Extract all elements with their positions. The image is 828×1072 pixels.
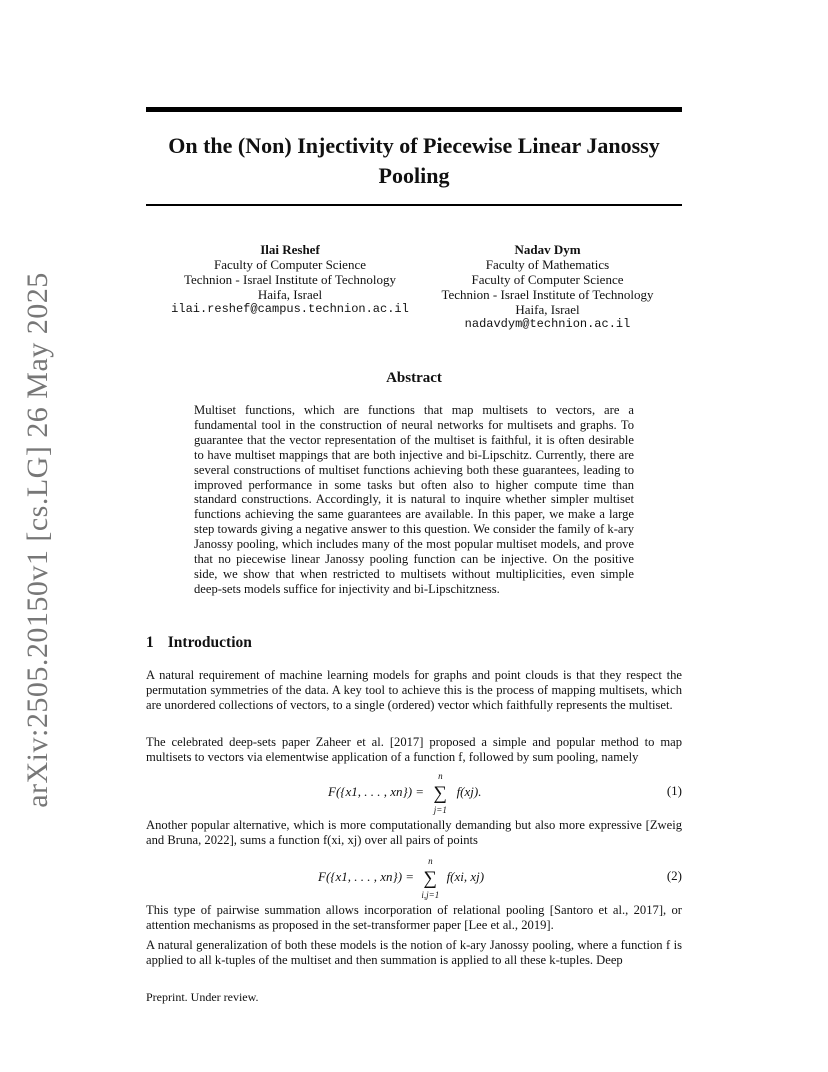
author-name: Ilai Reshef <box>260 242 320 257</box>
section-title: Introduction <box>167 634 252 651</box>
paragraph: Another popular alternative, which is more computationally demanding but also more expressive [Zweig and Bruna, 2022], sums a function f(xi, xj) over all pairs of points <box>146 818 682 847</box>
sum-lower-limit: j=1 <box>433 805 447 815</box>
author-location: Haifa, Israel <box>257 287 323 302</box>
sum-lower-limit: i,j=1 <box>421 890 440 900</box>
author-block-1 <box>160 242 420 317</box>
author-affiliation: Faculty of Mathematics <box>485 257 610 272</box>
sum-upper-limit: n <box>438 771 443 781</box>
equation-rhs: f(xi, xj) <box>446 869 485 884</box>
author-affiliation: Faculty of Computer Science <box>471 272 624 287</box>
abstract-heading: Abstract <box>386 370 442 386</box>
equation-body <box>318 856 485 900</box>
equation-rhs: f(xj). <box>456 784 482 799</box>
title-rule-bottom <box>146 204 682 206</box>
equation-number: (1) <box>666 783 682 798</box>
author-name: Nadav Dym <box>514 242 581 257</box>
paper-title <box>146 131 682 191</box>
section-number: 1 <box>146 634 154 651</box>
summation-symbol: ∑ n j=1 <box>430 783 450 805</box>
title-line-2: Pooling <box>378 163 450 188</box>
equation-number: (2) <box>666 868 682 883</box>
section-heading <box>146 634 252 652</box>
equation-2 <box>146 858 682 898</box>
author-affiliation: Faculty of Computer Science <box>214 257 366 272</box>
summation-symbol: ∑ n i,j=1 <box>420 868 440 890</box>
author-affiliation: Technion - Israel Institute of Technology <box>183 272 397 287</box>
paragraph: A natural requirement of machine learning models for graphs and point clouds is that they respect the permutation symmetries of the data. A key tool to achieve this is the process of mapping multisets, which are unordered collections of vectors, to a single (ordered) vector which faithfully represents the multiset. <box>146 668 682 712</box>
author-email: nadavdym@technion.ac.il <box>464 317 631 331</box>
title-line-1: On the (Non) Injectivity of Piecewise Linear Janossy <box>168 133 660 158</box>
author-affiliation: Technion - Israel Institute of Technology <box>441 287 654 302</box>
equation-lhs: F({x1, . . . , xn}) = <box>318 869 415 884</box>
paragraph: The celebrated deep-sets paper Zaheer et al. [2017] proposed a simple and popular method to map multisets to vectors via elementwise application of a function f, followed by sum pooling, namely <box>146 735 682 764</box>
author-block-2 <box>420 242 675 332</box>
equation-1 <box>146 773 682 813</box>
author-email: ilai.reshef@campus.technion.ac.il <box>171 302 409 316</box>
equation-body <box>328 771 482 815</box>
author-location: Haifa, Israel <box>515 302 580 317</box>
footer-note: Preprint. Under review. <box>146 990 259 1004</box>
title-rule-top <box>146 107 682 112</box>
paragraph: This type of pairwise summation allows incorporation of relational pooling [Santoro et al., 2017], or attention mechanisms as proposed in the set-transformer paper [Lee et al., 2019]. <box>146 903 682 932</box>
sum-upper-limit: n <box>428 856 433 866</box>
arxiv-id: arXiv:2505.20150v1 [cs.LG] 26 May 2025 <box>21 272 54 808</box>
arxiv-sidebar-stamp <box>18 272 58 808</box>
paragraph: A natural generalization of both these models is the notion of k-ary Janossy pooling, where a function f is applied to all k-tuples of the multiset and then summation is applied to all these k-tuples. Deep <box>146 938 682 967</box>
abstract-text: Multiset functions, which are functions that map multisets to vectors, are a fundamental tool in the construction of neural networks for multisets and graphs. To guarantee that the vector representation of the multiset is faithful, it is often desirable to have multiset mappings that are both injective and bi-Lipschitz. Currently, there are several constructions of multiset functions achieving both these guarantees, leading to improved performance in some tasks but often also to higher compute time than standard constructions. Accordingly, it is natural to inquire whether simpler multiset functions achieving the same guarantees are available. In this paper, we make a large step towards giving a negative answer to this question. We consider the family of k-ary Janossy pooling, which includes many of the most popular multiset models, and prove that no piecewise linear Janossy pooling function can be injective. On the positive side, we show that when restricted to multisets without multiplicities, even simple deep-sets models suffice for injectivity and bi-Lipschitzness. <box>194 403 634 596</box>
equation-lhs: F({x1, . . . , xn}) = <box>328 784 425 799</box>
